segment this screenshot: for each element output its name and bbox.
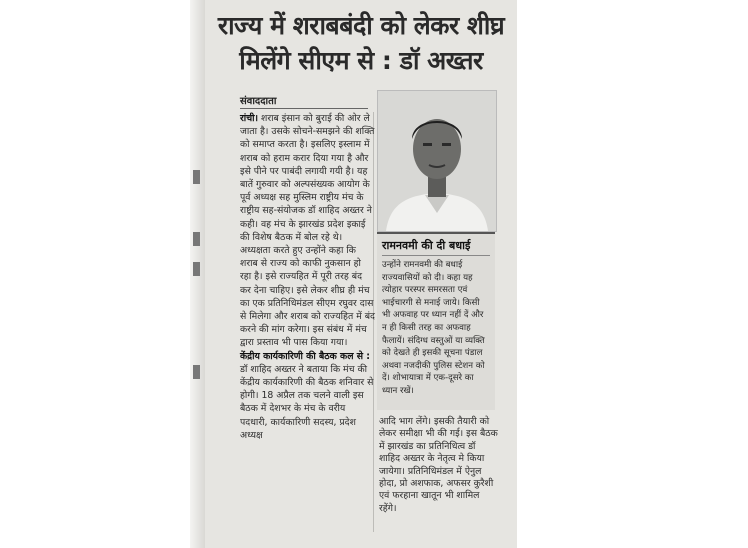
- paragraph-1-text: शराब इंसान को बुराई की ओर ले जाता है। उसके सोचने-समझने की शक्ति को समाप्त करता है। इसलिए इस्लाम में शराब को हराम करार दिया गया है और इसे पीने पर पाबंदी लगायी गयी है। यह बातें गुरुवार को अल्पसंख्यक आयोग के पूर्व अध्यक्ष सह मुस्लिम राष्ट्रीय मंच के राष्ट्रीय सह-संयोजक डॉ शाहिद अख्तर ने कही। वह मंच के झारखंड प्रदेश इकाई की विशेष बैठक में बोल रहे थे। अध्यक्षता करते हुए उन्होंने कहा कि शराब से राज्य को काफी नुकसान हो रहा है। इसे राज्यहित में पूरी तरह बंद कर देना चाहिए। इसे लेकर शीघ्र ही मंच का एक प्रतिनिधिमंडल सीएम रघुवर दास से मिलेगा और शराब को राज्यहित में बंद करने की मांग करेगा। इस संबंध में मंच द्वारा प्रस्ताव भी पास किया गया।: [240, 113, 375, 349]
- edge-mark: [193, 170, 200, 184]
- byline: संवाददाता: [240, 96, 277, 107]
- paragraph-2: [240, 350, 375, 442]
- sidebar-box: [377, 232, 495, 410]
- paragraph-2-text: डॉ शाहिद अख्तर ने बताया कि मंच की केंद्रीय कार्यकारिणी की बैठक शनिवार से होगी। 18 अप्रैल तक चलने वाली इस बैठक में देशभर के मंच के वरीय पदधारी, कार्यकारिणी सदस्य, प्रदेश अध्यक्ष: [240, 363, 374, 441]
- paragraph-1: [240, 112, 375, 350]
- right-column: [379, 416, 499, 515]
- dateline: रांची।: [240, 113, 259, 124]
- adjacent-page-edge: [190, 0, 205, 548]
- headline-line-2: मिलेंगे सीएम से : डॉ अख्तर: [239, 46, 483, 75]
- portrait-image: [378, 91, 496, 231]
- newspaper-clipping: [205, 0, 517, 548]
- subheading: केंद्रीय कार्यकारिणी की बैठक कल से :: [240, 350, 370, 362]
- sidebar-box-title: रामनवमी की दी बधाई: [382, 238, 490, 256]
- left-column: [240, 112, 375, 442]
- sidebar-box-text: उन्होंने रामनवमी की बधाई राज्यवासियों को दी। कहा यह त्योहार परस्पर समरसता एवं भाईचारगी से मनाई जाये। किसी भी अफवाह पर ध्यान नहीं दें और न ही किसी तरह का अफवाह फैलायें। संदिग्ध वस्तुओं या व्यक्ति को देखते ही इसकी सूचना पंडाल अथवा नजदीकी पुलिस स्टेशन को दें। शोभायात्रा में एक-दूसरे का ध्यान रखें।: [382, 260, 485, 396]
- byline-divider: [240, 108, 368, 109]
- portrait-photo: [377, 90, 497, 232]
- headline: [205, 8, 517, 78]
- edge-mark: [193, 365, 200, 379]
- edge-mark: [193, 232, 200, 246]
- edge-mark: [193, 262, 200, 276]
- headline-line-1: राज्य में शराबबंदी को लेकर शीघ्र: [217, 11, 505, 40]
- paragraph-3: आदि भाग लेंगे। इसकी तैयारी को लेकर समीक्षा भी की गई। इस बैठक में झारखंड का प्रतिनिधित्व डॉ शाहिद अख्तर के नेतृत्व मे किया जायेगा। प्रतिनिधिमंडल में ऐनुल होदा, प्रो अशफाक, अफसर कुरैशी एवं फरहाना खातून भी शामिल रहेंगे।: [379, 416, 498, 514]
